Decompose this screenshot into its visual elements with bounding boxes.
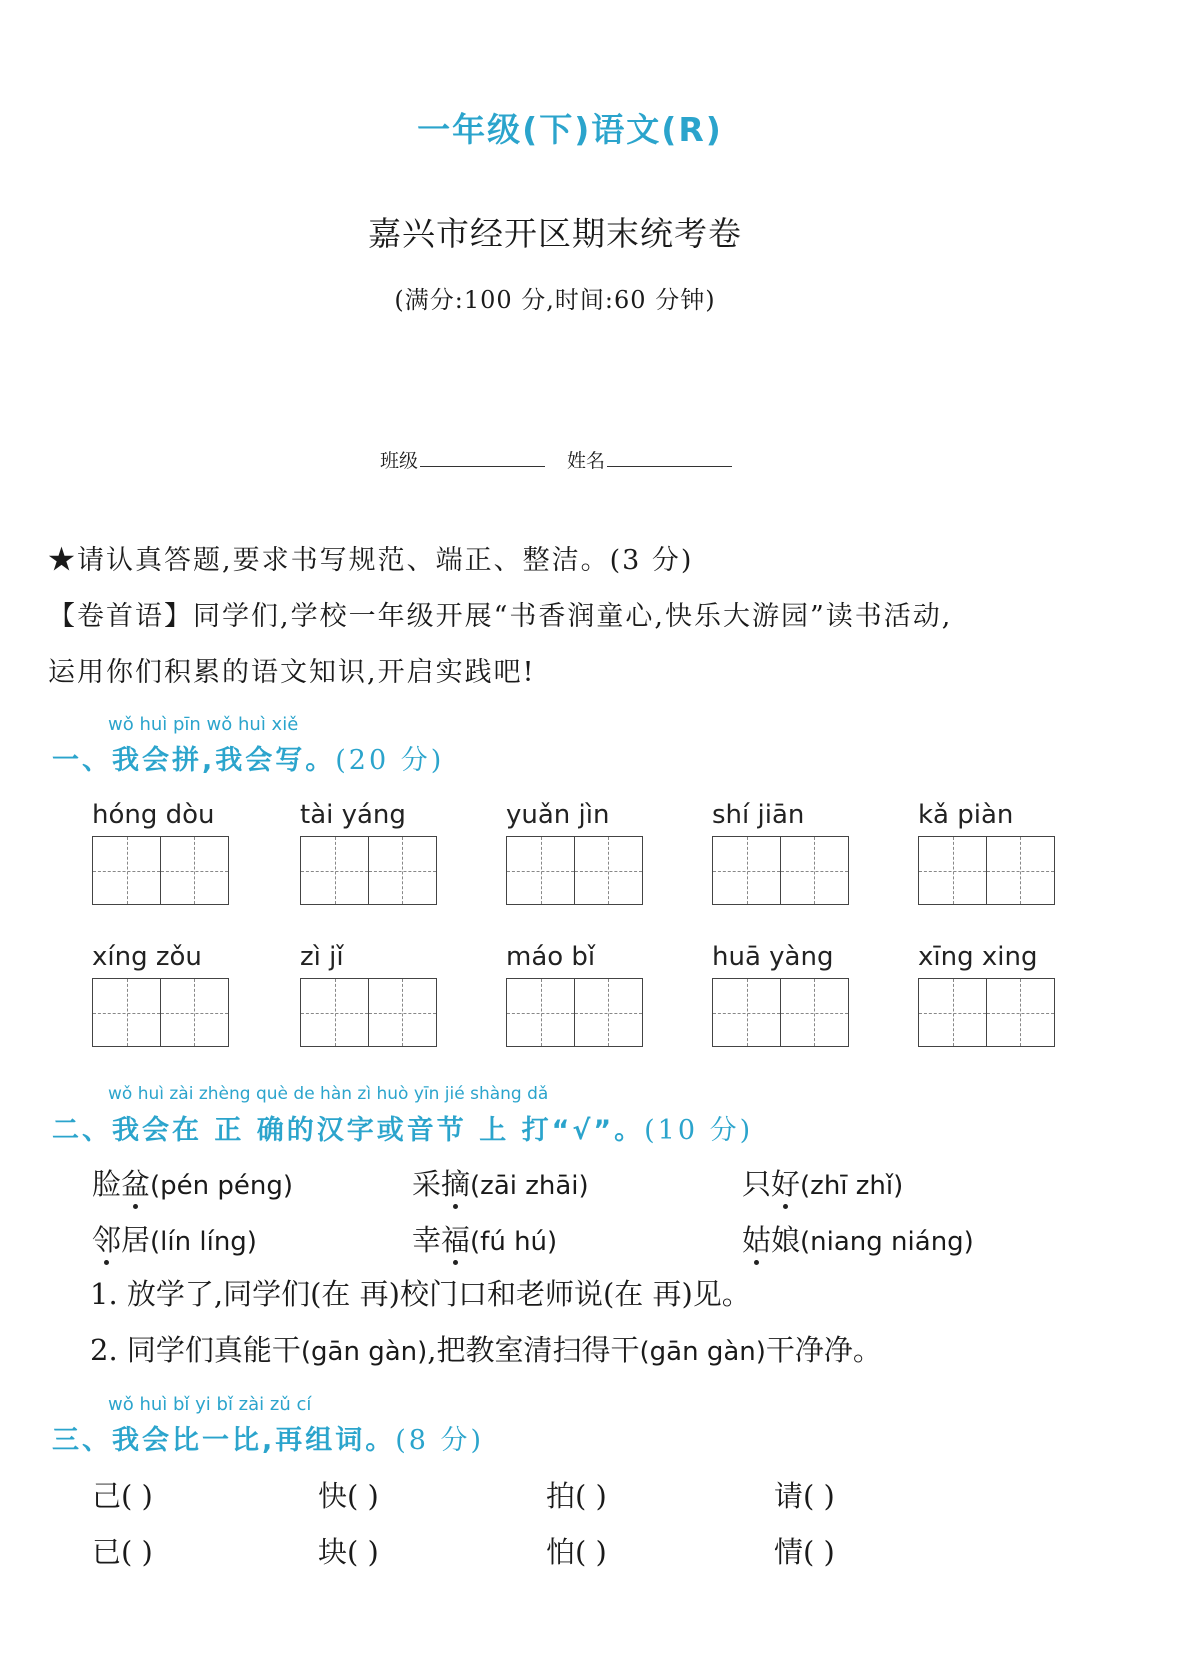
choice-item xyxy=(742,1218,974,1259)
choice-item xyxy=(412,1162,589,1203)
grid-pinyin: zì jǐ xyxy=(300,942,344,972)
word-char: 居 xyxy=(121,1223,151,1257)
tian-box[interactable] xyxy=(712,978,781,1047)
marked-char: 姑 xyxy=(742,1218,771,1259)
sentence-1[interactable]: 1. 放学了,同学们(在 再)校门口和老师说(在 再)见。 xyxy=(90,1277,751,1311)
choice-item xyxy=(742,1162,903,1203)
pinyin-options[interactable]: (niang niáng) xyxy=(800,1227,974,1257)
pinyin-grid-item xyxy=(92,800,242,905)
sentence-text: 干净净。 xyxy=(765,1333,882,1367)
exam-info: (满分:100 分,时间:60 分钟) xyxy=(394,286,716,314)
writing-grid[interactable] xyxy=(918,978,1068,1047)
section1-pinyin: wǒ huì pīn wǒ huì xiě xyxy=(108,714,299,735)
tian-box[interactable] xyxy=(368,836,437,905)
grid-pinyin: huā yàng xyxy=(712,942,834,972)
marked-char: 摘 xyxy=(441,1162,470,1203)
section1-points: (20 分) xyxy=(335,745,445,776)
pinyin-options[interactable]: (fú hú) xyxy=(470,1227,558,1257)
pinyin-options[interactable]: (gān gàn) xyxy=(639,1337,766,1367)
name-blank[interactable] xyxy=(607,446,732,467)
choice-item xyxy=(92,1162,293,1203)
sentence-text: ,把教室清扫得干 xyxy=(427,1333,640,1367)
tian-box[interactable] xyxy=(92,978,161,1047)
tian-box[interactable] xyxy=(506,836,575,905)
name-label: 姓名 xyxy=(567,450,606,472)
pinyin-grid-item xyxy=(300,800,450,905)
writing-grid[interactable] xyxy=(300,836,450,905)
section3-points: (8 分) xyxy=(395,1425,485,1456)
section3-heading xyxy=(52,1418,484,1457)
tian-box[interactable] xyxy=(712,836,781,905)
choice-item xyxy=(92,1218,257,1259)
pinyin-grid-item xyxy=(300,942,450,1047)
exam-subtitle: 嘉兴市经开区期末统考卷 xyxy=(368,214,742,253)
grid-pinyin: tài yáng xyxy=(300,800,406,830)
section2-pinyin: wǒ huì zài zhèng què de hàn zì huò yīn jié shàng dǎ xyxy=(108,1084,549,1104)
writing-grid[interactable] xyxy=(300,978,450,1047)
pinyin-options[interactable]: (zāi zhāi) xyxy=(470,1171,589,1201)
tian-box[interactable] xyxy=(918,978,987,1047)
grid-pinyin: kǎ piàn xyxy=(918,800,1014,830)
writing-grid[interactable] xyxy=(92,978,242,1047)
writing-grid[interactable] xyxy=(918,836,1068,905)
pinyin-grid-item xyxy=(506,800,656,905)
class-blank[interactable] xyxy=(420,446,545,467)
tian-box[interactable] xyxy=(300,978,369,1047)
tian-box[interactable] xyxy=(780,978,849,1047)
compare-item[interactable]: 快( ) xyxy=(318,1479,379,1513)
section1-heading xyxy=(52,738,444,777)
page-title: 一年级(下)语文(R) xyxy=(417,110,723,149)
writing-grid[interactable] xyxy=(92,836,242,905)
word-char: 幸 xyxy=(412,1223,442,1257)
sentence-2[interactable] xyxy=(90,1328,882,1369)
word-char: 采 xyxy=(412,1167,442,1201)
tian-box[interactable] xyxy=(160,836,229,905)
marked-char: 盆 xyxy=(121,1162,150,1203)
pinyin-grid-item xyxy=(506,942,656,1047)
tian-box[interactable] xyxy=(918,836,987,905)
tian-box[interactable] xyxy=(986,978,1055,1047)
compare-item[interactable]: 已( ) xyxy=(92,1535,153,1569)
compare-item[interactable]: 怕( ) xyxy=(546,1535,607,1569)
section2-title: 二、我会在 正 确的汉字或音节 上 打“√”。 xyxy=(52,1115,645,1146)
grid-pinyin: shí jiān xyxy=(712,800,805,830)
pinyin-options[interactable]: (zhī zhǐ) xyxy=(800,1171,904,1201)
pinyin-options[interactable]: (lín líng) xyxy=(150,1227,257,1257)
section1-title: 一、我会拼,我会写。 xyxy=(52,745,336,776)
intro-line-1: ★请认真答题,要求书写规范、端正、整洁。(3 分) xyxy=(48,545,694,576)
student-info-row xyxy=(380,446,732,473)
pinyin-grid-item xyxy=(918,942,1068,1047)
pinyin-options[interactable]: (gān gàn) xyxy=(300,1337,428,1367)
pinyin-grid-item xyxy=(712,800,862,905)
writing-grid[interactable] xyxy=(506,978,656,1047)
tian-box[interactable] xyxy=(574,978,643,1047)
marked-char: 邻 xyxy=(92,1218,121,1259)
section2-points: (10 分) xyxy=(644,1115,754,1146)
grid-pinyin: xíng zǒu xyxy=(92,942,202,972)
tian-box[interactable] xyxy=(160,978,229,1047)
pinyin-grid-item xyxy=(918,800,1068,905)
name-field[interactable] xyxy=(567,446,732,473)
tian-box[interactable] xyxy=(368,978,437,1047)
tian-box[interactable] xyxy=(574,836,643,905)
section3-pinyin: wǒ huì bǐ yi bǐ zài zǔ cí xyxy=(108,1394,312,1415)
intro-line-2: 【卷首语】同学们,学校一年级开展“书香润童心,快乐大游园”读书活动, xyxy=(48,601,953,632)
writing-grid[interactable] xyxy=(712,836,862,905)
compare-item[interactable]: 情( ) xyxy=(774,1535,835,1569)
tian-box[interactable] xyxy=(92,836,161,905)
word-char: 娘 xyxy=(771,1223,801,1257)
tian-box[interactable] xyxy=(780,836,849,905)
marked-char: 福 xyxy=(441,1218,470,1259)
compare-item[interactable]: 己( ) xyxy=(92,1479,153,1513)
grid-pinyin: hóng dòu xyxy=(92,800,215,830)
intro-line-3: 运用你们积累的语文知识,开启实践吧! xyxy=(48,657,536,688)
compare-item[interactable]: 请( ) xyxy=(774,1479,835,1513)
grid-pinyin: xīng xing xyxy=(918,942,1038,972)
pinyin-grid-item xyxy=(92,942,242,1047)
tian-box[interactable] xyxy=(506,978,575,1047)
section3-title: 三、我会比一比,再组词。 xyxy=(52,1425,396,1456)
pinyin-grid-item xyxy=(712,942,862,1047)
writing-grid[interactable] xyxy=(506,836,656,905)
section2-heading xyxy=(52,1108,753,1147)
grid-pinyin: máo bǐ xyxy=(506,942,596,972)
class-field[interactable] xyxy=(380,446,545,473)
marked-char: 好 xyxy=(771,1162,800,1203)
tian-box[interactable] xyxy=(986,836,1055,905)
tian-box[interactable] xyxy=(300,836,369,905)
compare-item[interactable]: 拍( ) xyxy=(546,1479,607,1513)
class-label: 班级 xyxy=(380,450,419,472)
grid-pinyin: yuǎn jìn xyxy=(506,800,610,830)
sentence-text: 2. 同学们真能干 xyxy=(90,1333,301,1367)
choice-item xyxy=(412,1218,557,1259)
pinyin-options[interactable]: (pén péng) xyxy=(150,1171,294,1201)
word-char: 只 xyxy=(742,1167,772,1201)
word-char: 脸 xyxy=(92,1167,122,1201)
writing-grid[interactable] xyxy=(712,978,862,1047)
compare-item[interactable]: 块( ) xyxy=(318,1535,379,1569)
